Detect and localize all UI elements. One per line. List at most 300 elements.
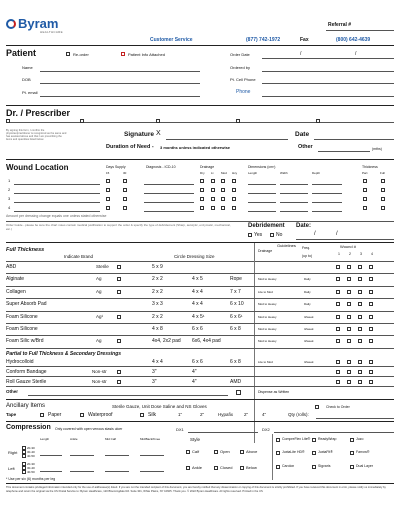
dressing-guideline: Mod to Heavy <box>258 327 277 331</box>
width-line[interactable] <box>280 202 308 203</box>
wound-section-divider <box>6 242 394 243</box>
dressing-guideline: Lite to Mod <box>258 360 273 364</box>
length-line[interactable] <box>248 211 276 212</box>
dressing-size-option: AMD <box>230 379 242 385</box>
debridement-label: Debridement <box>248 223 285 229</box>
prescriber-date-line[interactable] <box>314 139 394 140</box>
dressing-name: ABD <box>6 264 17 270</box>
wound-select-checkbox[interactable] <box>369 370 373 374</box>
left-mmhg-checkbox[interactable] <box>22 470 26 474</box>
name-label: Name <box>22 65 33 70</box>
brand-checkbox[interactable] <box>276 438 280 442</box>
days-supply-15-checkbox[interactable] <box>106 197 110 201</box>
right-midcalf-line[interactable] <box>105 455 129 456</box>
drainage-col-header: Drainage <box>258 249 273 253</box>
depth-line[interactable] <box>312 193 342 194</box>
dressing-brand-option: Ag <box>96 338 102 344</box>
dressing-row-line <box>6 311 394 312</box>
dressing-name: Super Absorb Pad <box>6 301 47 308</box>
wound-select-checkbox[interactable] <box>347 380 351 384</box>
wound-location-line[interactable] <box>14 184 100 185</box>
pt-email-line[interactable] <box>40 96 200 97</box>
signature-line[interactable] <box>166 139 288 140</box>
order-date-slash-1: / <box>300 51 302 57</box>
drainage-checkbox[interactable] <box>232 179 236 183</box>
debridement-no-label: No <box>276 232 283 238</box>
days-supply-30-checkbox[interactable] <box>123 179 127 183</box>
prescriber-checkbox-4[interactable] <box>236 119 240 123</box>
compression-divider <box>6 483 394 484</box>
wound-select-checkbox[interactable] <box>347 339 351 343</box>
signature-mark: X <box>156 130 161 137</box>
dressing-frequency: Daily <box>304 277 311 282</box>
brand-checkbox[interactable] <box>276 451 280 455</box>
dimension-col-width: Width <box>280 171 288 175</box>
diagnosis-line[interactable] <box>144 202 194 203</box>
dressing-name: Roll Gauze Sterile <box>6 379 47 385</box>
dressing-brand-checkbox[interactable] <box>117 370 121 374</box>
diagnosis-line[interactable] <box>144 193 194 194</box>
logo-text: Byram <box>18 16 59 31</box>
right-mmhg-option: 20-30 <box>27 445 35 450</box>
dressing-brand-checkbox[interactable] <box>117 265 121 269</box>
prescriber-section-title: Dr. / Prescriber <box>6 108 71 118</box>
wound-select-checkbox[interactable] <box>347 290 351 294</box>
fax-label: Fax <box>300 37 309 43</box>
dressing-row-line <box>6 323 394 324</box>
days-supply-30-checkbox[interactable] <box>123 197 127 201</box>
customer-service-label: Customer Service <box>150 37 193 43</box>
mths-label: (mths) <box>372 147 382 151</box>
brand-checkbox[interactable] <box>350 451 354 455</box>
prescriber-checkbox-3[interactable] <box>156 119 160 123</box>
ancillary-title: Ancillary Items <box>6 403 46 409</box>
thickness-full-checkbox[interactable] <box>381 179 385 183</box>
duration-other-line[interactable] <box>318 151 370 152</box>
brand-option: Sigvaris <box>318 464 331 468</box>
left-length-line[interactable] <box>40 471 62 472</box>
patient-info-attached-label: Patient Info Attached <box>128 52 165 57</box>
tape-paper-checkbox[interactable] <box>40 413 44 417</box>
wound-select-checkbox[interactable] <box>369 302 373 306</box>
col-midcalf-label: Mid Calf <box>105 437 117 441</box>
wound-col-2: 2 <box>349 252 351 256</box>
wound-select-checkbox[interactable] <box>347 327 351 331</box>
wound-select-checkbox[interactable] <box>358 265 362 269</box>
debridement-date-label: Date: <box>296 223 312 229</box>
dressing-row-line <box>6 348 394 349</box>
dressing-size-option: 4x4, 2x2 pad <box>152 338 181 345</box>
col-length-label: Length <box>40 437 50 441</box>
dx2-label: DX2 <box>262 427 270 432</box>
dressing-size-option: 2 x 2 <box>152 313 163 320</box>
patient-info-attached-checkbox[interactable] <box>121 52 125 56</box>
width-line[interactable] <box>280 193 308 194</box>
depth-line[interactable] <box>312 211 342 212</box>
fax-number: (800) 642-4639 <box>336 37 371 43</box>
prescriber-date-label: Date <box>295 131 310 138</box>
customer-service-phone: (877) 742-1972 <box>246 37 281 43</box>
debridement-no-checkbox[interactable] <box>270 233 274 237</box>
order-date-label: Order Date <box>230 52 250 57</box>
referral-line <box>326 30 394 31</box>
dressing-size-option: 4" <box>192 379 197 385</box>
dressing-frequency: 3/week <box>304 339 314 344</box>
wound-select-checkbox[interactable] <box>336 327 340 331</box>
dressing-row-line <box>6 366 394 367</box>
brand-checkbox[interactable] <box>350 438 354 442</box>
brand-option: Carolon <box>282 464 295 468</box>
dressing-size-option: 4" <box>192 369 197 375</box>
wound-select-checkbox[interactable] <box>347 302 351 306</box>
wound-row-number: 3 <box>8 196 11 201</box>
wound-select-checkbox[interactable] <box>369 380 373 384</box>
thickness-full-checkbox[interactable] <box>381 197 385 201</box>
days-supply-label: Days Supply <box>106 165 126 169</box>
dressing-row-line <box>6 273 394 274</box>
thickness-part-checkbox[interactable] <box>363 179 367 183</box>
dressing-size-option: 6 x 8 <box>230 359 241 365</box>
drainage-checkbox[interactable] <box>221 179 225 183</box>
days-supply-15-checkbox[interactable] <box>106 188 110 192</box>
dressing-size-option: 6 x 6 <box>192 326 203 332</box>
left-leg-label: Left <box>8 466 15 471</box>
dressing-frequency: Daily <box>304 289 311 294</box>
check-to-order-label: Check to Order <box>326 405 350 409</box>
phone-field-line[interactable] <box>262 96 394 97</box>
right-midback-line[interactable] <box>140 455 164 456</box>
depth-line[interactable] <box>312 202 342 203</box>
left-midcalf-line[interactable] <box>105 471 129 472</box>
drainage-checkbox[interactable] <box>221 188 225 192</box>
tape-size-2: 2" <box>200 412 205 417</box>
wound-select-checkbox[interactable] <box>336 315 340 319</box>
tape-silk-checkbox[interactable] <box>140 413 144 417</box>
style-bottom-option: Below <box>246 465 257 470</box>
days-supply-col-30: 30 <box>123 171 127 175</box>
drainage-checkbox[interactable] <box>200 197 204 201</box>
dressing-name: Foam Silicone <box>6 313 38 320</box>
dressing-row-line <box>6 386 394 387</box>
compression-subtitle: Only covered with open venous stasis ulcer <box>55 427 123 431</box>
hypafix-size-1: 2" <box>244 412 249 417</box>
diagnosis-line[interactable] <box>144 211 194 212</box>
guidelines-label: Guidelines <box>277 243 296 248</box>
dispense-as-written-label: Dispense as Written <box>258 390 290 394</box>
wound-location-line[interactable] <box>14 202 100 203</box>
col-midback-label: Mid/Back/Knee <box>140 437 161 441</box>
dressing-row-line <box>6 286 394 287</box>
right-ankle-line[interactable] <box>70 455 94 456</box>
dressing-brand-checkbox[interactable] <box>117 339 121 343</box>
debridement-date-line[interactable] <box>296 239 394 240</box>
drainage-col-dry: Dry <box>200 171 205 175</box>
tape-waterproof-label: Waterproof <box>88 412 113 418</box>
dressing-row-line <box>6 376 394 377</box>
dressing-brand-checkbox[interactable] <box>117 290 121 294</box>
dob-field-line[interactable] <box>40 83 200 84</box>
tape-label: Tape <box>6 412 17 417</box>
logo-subtitle: HEALTHCARE <box>40 30 63 34</box>
wound-select-checkbox[interactable] <box>369 277 373 281</box>
tape-paper-label: Paper <box>48 412 62 418</box>
gloves-label: Sterile Gauze, Unit Dose Saline and NS Gloves <box>112 404 207 409</box>
debridement-date-slash-2: / <box>336 231 338 237</box>
tape-waterproof-checkbox[interactable] <box>80 413 84 417</box>
signature-label: Signature <box>124 131 154 138</box>
style-top-checkbox[interactable] <box>186 450 190 454</box>
style-bottom-checkbox[interactable] <box>214 466 218 470</box>
style-bottom-checkbox[interactable] <box>186 466 190 470</box>
dressing-size-option: 7 x 7 <box>230 288 241 295</box>
wound-select-checkbox[interactable] <box>347 277 351 281</box>
check-to-order-checkbox[interactable] <box>315 405 319 409</box>
dx2-line[interactable] <box>274 432 394 433</box>
brand-option: Juzo <box>356 437 364 441</box>
prescriber-checkbox-2[interactable] <box>80 119 84 123</box>
drainage-checkbox[interactable] <box>200 188 204 192</box>
days-supply-30-checkbox[interactable] <box>123 188 127 192</box>
wound-select-checkbox[interactable] <box>358 290 362 294</box>
thickness-part-checkbox[interactable] <box>363 188 367 192</box>
dressing-row-line <box>6 298 394 299</box>
wound-select-checkbox[interactable] <box>347 315 351 319</box>
footer-disclaimer: This document contains privileged information intended only for the use of addressee(s) listed. If you are not the intended recipient of this document, you are hereby notified that any dissemination or copying of this document is strictly prohibited. If you have received this document in error, please notify us immediately by telephone and return the original via the US Postal Service to: Byram Healthcare, 120 Bloomingdale Rd. Suite 301, White Plains, NY 10605. Thank you. © 2022 Byram Healthcare. All rights reserved. Printed in the US <box>6 486 386 493</box>
dressing-other-line[interactable] <box>28 395 228 396</box>
wound-select-checkbox[interactable] <box>347 265 351 269</box>
wound-location-line[interactable] <box>14 193 100 194</box>
amount-divider <box>6 221 394 222</box>
brand-checkbox[interactable] <box>350 465 354 469</box>
right-mmhg-option: 30-40 <box>27 449 35 454</box>
drainage-checkbox[interactable] <box>211 197 215 201</box>
indicate-brand-label: Indicate Brand <box>64 254 94 259</box>
dressing-brand-checkbox[interactable] <box>117 380 121 384</box>
dressing-guideline: Mod to Heavy <box>258 302 277 307</box>
dressings-header-line <box>6 261 394 262</box>
brand-checkbox[interactable] <box>276 465 280 469</box>
dressing-size-option: 4 x 4 <box>192 288 203 295</box>
wound-select-checkbox[interactable] <box>369 265 373 269</box>
drainage-checkbox[interactable] <box>211 206 215 210</box>
dressings-divider <box>6 399 394 400</box>
brand-checkbox[interactable] <box>312 465 316 469</box>
prescriber-divider <box>6 159 394 160</box>
drainage-checkbox[interactable] <box>221 197 225 201</box>
wound-select-checkbox[interactable] <box>336 265 340 269</box>
hypafix-size-2: 4" <box>262 412 267 417</box>
thickness-col-full: Full <box>380 171 385 175</box>
wound-select-checkbox[interactable] <box>358 302 362 306</box>
wound-select-checkbox[interactable] <box>369 315 373 319</box>
prescriber-line <box>6 122 394 123</box>
dressing-brand-option: Sterile <box>96 264 109 269</box>
pt-cell-phone-label: Pt. Cell Phone <box>230 77 256 82</box>
wound-select-checkbox[interactable] <box>336 277 340 281</box>
drainage-col-mod: Mod <box>221 171 227 175</box>
wound-select-checkbox[interactable] <box>336 290 340 294</box>
wound-location-title: Wound Location <box>6 163 69 172</box>
drainage-checkbox[interactable] <box>211 188 215 192</box>
dressing-brand-option: Ag <box>96 288 102 294</box>
thickness-part-checkbox[interactable] <box>363 206 367 210</box>
upto-label: (up to) <box>302 254 313 258</box>
dressing-guideline: Lite to Mod <box>258 289 273 294</box>
wound-select-checkbox[interactable] <box>336 370 340 374</box>
diagnosis-label: Diagnosis - ICD-10 <box>146 165 176 169</box>
hypafix-label: Hypafix <box>218 412 234 417</box>
wound-select-checkbox[interactable] <box>369 327 373 331</box>
drainage-checkbox[interactable] <box>232 188 236 192</box>
brand-column-divider <box>272 434 273 480</box>
dressing-size-option: 4 x 8 <box>152 326 163 332</box>
drainage-checkbox[interactable] <box>200 206 204 210</box>
dispense-as-written-checkbox[interactable] <box>236 390 241 395</box>
dressing-size-option: 4 x 5 <box>192 276 203 283</box>
dressing-frequency: 3/week <box>304 314 314 319</box>
left-midback-line[interactable] <box>140 471 164 472</box>
style-bottom-option: Ankle <box>192 465 203 470</box>
thickness-label: Thickness <box>362 165 378 169</box>
thickness-col-part: Part <box>362 171 368 175</box>
brand-checkbox[interactable] <box>312 438 316 442</box>
dressing-name: Conform Bandage <box>6 369 47 375</box>
style-bottom-checkbox[interactable] <box>240 466 244 470</box>
brand-checkbox[interactable] <box>312 451 316 455</box>
wound-select-checkbox[interactable] <box>358 370 362 374</box>
left-mmhg-option: 20-30 <box>27 461 35 466</box>
drainage-checkbox[interactable] <box>232 206 236 210</box>
days-supply-15-checkbox[interactable] <box>106 206 110 210</box>
dx1-line[interactable] <box>188 432 258 433</box>
ordered-by-line[interactable] <box>262 71 394 72</box>
re-order-checkbox[interactable] <box>66 52 70 56</box>
brand-option: CompreFlex Lite® <box>282 437 311 441</box>
wound-select-checkbox[interactable] <box>358 315 362 319</box>
right-mmhg-checkbox[interactable] <box>22 454 26 458</box>
wound-select-checkbox[interactable] <box>336 380 340 384</box>
debridement-yes-checkbox[interactable] <box>248 233 252 237</box>
dimension-col-length: Length <box>248 171 258 175</box>
days-supply-30-checkbox[interactable] <box>123 206 127 210</box>
width-line[interactable] <box>280 211 308 212</box>
dimension-col-depth: Depth <box>312 171 321 175</box>
wound-select-checkbox[interactable] <box>369 290 373 294</box>
wound-select-checkbox[interactable] <box>347 370 351 374</box>
dx1-label: DX1 <box>176 427 184 432</box>
dressing-size-option: 2 x 2 <box>152 288 163 295</box>
drainage-checkbox[interactable] <box>211 179 215 183</box>
debridement-date-slash-1: / <box>314 231 316 237</box>
style-top-option: Calf <box>192 449 200 454</box>
wound-select-checkbox[interactable] <box>369 360 373 364</box>
dressing-size-option: 4 x 4 <box>192 301 203 308</box>
dimensions-label: Dimensions (cm³) <box>248 165 276 169</box>
thickness-full-checkbox[interactable] <box>381 188 385 192</box>
prescriber-checkbox-5[interactable] <box>316 119 320 123</box>
name-field-line[interactable] <box>40 71 200 72</box>
wound-select-checkbox[interactable] <box>358 327 362 331</box>
wound-select-checkbox[interactable] <box>369 339 373 343</box>
style-top-checkbox[interactable] <box>214 450 218 454</box>
dressing-size-option: 6 x 6¹ <box>230 313 243 320</box>
dressing-name: Collagen <box>6 288 26 295</box>
width-line[interactable] <box>280 184 308 185</box>
compression-note: * Use per six (6) months per leg <box>6 477 56 481</box>
thickness-part-checkbox[interactable] <box>363 197 367 201</box>
dressing-brand-checkbox[interactable] <box>117 315 121 319</box>
dressing-row-line <box>6 335 394 336</box>
header-divider <box>6 45 394 46</box>
dressing-guideline: Mod to Heavy <box>258 277 277 282</box>
circle-size-label: Circle Dressing Size <box>174 254 215 259</box>
ancillary-divider <box>6 421 394 422</box>
wound-hash-label: Wound # <box>340 244 356 249</box>
depth-line[interactable] <box>312 184 342 185</box>
length-line[interactable] <box>248 202 276 203</box>
wound-col-1: 1 <box>338 252 340 256</box>
left-mmhg-option: 40-50 <box>27 469 35 474</box>
wound-select-checkbox[interactable] <box>358 380 362 384</box>
wound-select-checkbox[interactable] <box>336 360 340 364</box>
days-supply-15-checkbox[interactable] <box>106 179 110 183</box>
right-mmhg-option: 40-50 <box>27 453 35 458</box>
drainage-checkbox[interactable] <box>200 179 204 183</box>
order-date-slash-2: / <box>355 51 357 57</box>
dressing-name: Hydrocolloid <box>6 359 34 365</box>
re-order-label: Re-order <box>73 52 89 57</box>
style-top-checkbox[interactable] <box>240 450 244 454</box>
diagnosis-line[interactable] <box>144 184 194 185</box>
thickness-full-checkbox[interactable] <box>381 206 385 210</box>
wound-location-line[interactable] <box>14 211 100 212</box>
prescriber-checkbox-1[interactable] <box>6 119 10 123</box>
tape-silk-label: Silk <box>148 412 157 418</box>
dressing-size-option: 2 x 2 <box>152 276 163 283</box>
dob-label: DOB <box>22 77 31 82</box>
duration-other-label: Other <box>298 144 313 150</box>
dressing-brand-checkbox[interactable] <box>117 277 121 281</box>
tape-size-1: 1" <box>178 412 183 417</box>
wound-select-checkbox[interactable] <box>358 277 362 281</box>
right-length-line[interactable] <box>40 455 62 456</box>
brand-option: ReadyWrap <box>318 437 337 441</box>
phone-label: Phone <box>236 89 251 95</box>
freq-label: Freq. <box>302 246 311 250</box>
order-date-line <box>262 58 394 59</box>
col-style-label: Style <box>190 437 201 442</box>
wound-select-checkbox[interactable] <box>358 360 362 364</box>
duration-note: 3 months unless indicated otherwise <box>160 145 231 150</box>
wound-select-checkbox[interactable] <box>336 339 340 343</box>
length-line[interactable] <box>248 193 276 194</box>
pt-cell-phone-line[interactable] <box>262 83 394 84</box>
wound-select-checkbox[interactable] <box>347 360 351 364</box>
wound-row-number: 2 <box>8 187 11 192</box>
qty-rolls-line[interactable] <box>316 418 394 419</box>
length-line[interactable] <box>248 184 276 185</box>
drainage-checkbox[interactable] <box>221 206 225 210</box>
wound-select-checkbox[interactable] <box>358 339 362 343</box>
dressing-guideline: Mod to Heavy <box>258 339 277 344</box>
style-top-option: Open <box>220 449 230 454</box>
left-ankle-line[interactable] <box>70 471 94 472</box>
dressing-brand-option: Ag¹ <box>96 313 104 319</box>
brand-option: JuxtaLite HD® <box>282 450 305 454</box>
drainage-checkbox[interactable] <box>232 197 236 201</box>
dressing-size-option: 6 x 6 <box>192 359 203 365</box>
wound-select-checkbox[interactable] <box>336 302 340 306</box>
